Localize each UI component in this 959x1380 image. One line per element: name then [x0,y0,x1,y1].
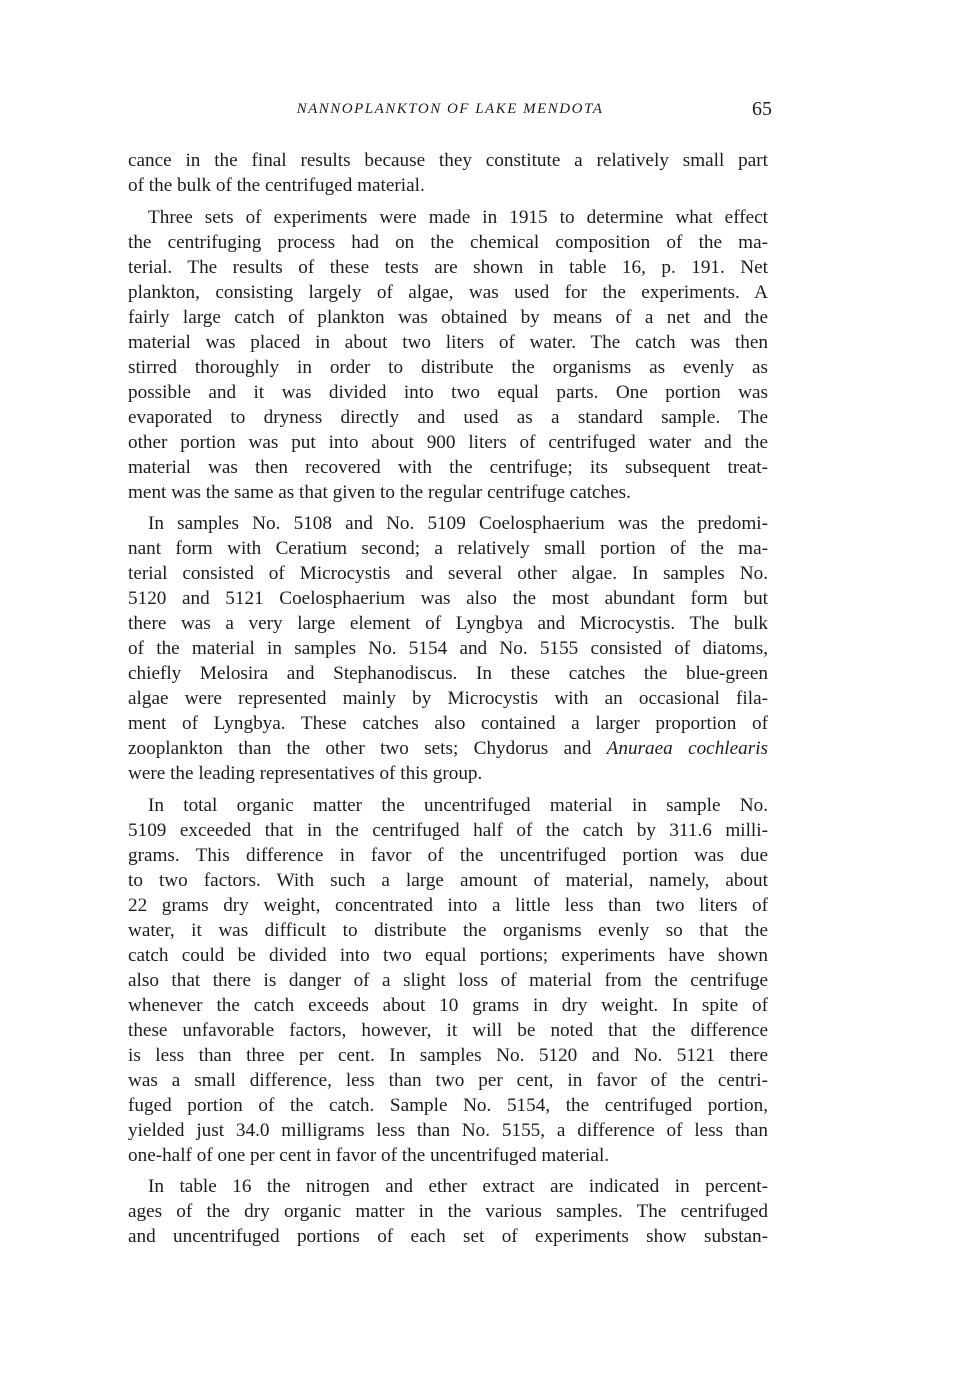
text-line: chiefly Melosira and Stephanodiscus. In these catches the blue-green [128,663,768,684]
text-line: the centrifuging process had on the chemical composition of the ma- [128,231,768,253]
text-line: 22 grams dry weight, concentrated into a little less than two liters of [128,894,768,916]
text-line: evaporated to dryness directly and used as a standard sample. The [128,406,768,428]
body-text [128,148,768,1256]
text-line: In table 16 the nitrogen and ether extract are indicated in percent- [148,1176,768,1197]
text-line: terial consisted of Microcystis and several other algae. In samples No. [128,563,768,584]
text-line-with-italic [128,736,768,761]
paragraph-4 [128,793,768,1168]
text-line: 5120 and 5121 Coelosphaerium was also the most abundant form but [128,588,768,609]
text-line: catch could be divided into two equal portions; experiments have shown [128,944,768,966]
paragraph-2 [128,205,768,505]
page-number: 65 [752,98,772,120]
text-line: were the leading representatives of this group. [128,763,483,784]
text-line: of the bulk of the centrifuged material. [128,175,425,196]
text-line: these unfavorable factors, however, it will be noted that the difference [128,1019,768,1041]
italic-species-name: Anuraea cochlearis [606,738,768,759]
text-line: there was a very large element of Lyngbya and Microcystis. The bulk [128,613,768,634]
text-line: algae were represented mainly by Microcystis with an occasional fila- [128,688,768,709]
text-line: is less than three per cent. In samples No. 5120 and No. 5121 there [128,1044,768,1066]
text-line: of the material in samples No. 5154 and No. 5155 consisted of diatoms, [128,638,768,659]
text-line: grams. This difference in favor of the uncentrifuged portion was due [128,844,768,866]
text-line: nant form with Ceratium second; a relatively small portion of the ma- [128,538,768,559]
text-line: ment of Lyngbya. These catches also contained a larger proportion of [128,713,768,734]
text-line: In total organic matter the uncentrifuged material in sample No. [148,794,768,816]
text-line: other portion was put into about 900 liters of centrifuged water and the [128,431,768,453]
paragraph-3 [128,511,768,786]
text-line: was a small difference, less than two per cent, in favor of the centri- [128,1069,768,1091]
text-line: stirred thoroughly in order to distribute the organisms as evenly as [128,356,768,378]
paragraph-1 [128,148,768,198]
text-line: fuged portion of the catch. Sample No. 5154, the centrifuged portion, [128,1094,768,1116]
text-line: material was placed in about two liters of water. The catch was then [128,331,768,353]
text-line: In samples No. 5108 and No. 5109 Coelosphaerium was the predomi- [148,513,768,534]
text-line: yielded just 34.0 milligrams less than No. 5155, a difference of less than [128,1119,768,1141]
text-line: ment was the same as that given to the regular centrifuge catches. [128,481,631,503]
text-line: plankton, consisting largely of algae, was used for the experiments. A [128,281,768,303]
running-title: NANNOPLANKTON OF LAKE MENDOTA [296,101,604,117]
text-line: water, it was difficult to distribute the organisms evenly so that the [128,919,768,941]
text-line: ages of the dry organic matter in the various samples. The centrifuged [128,1201,768,1222]
running-header [128,98,772,126]
text-line: cance in the final results because they constitute a relatively small part [128,150,768,171]
text-line: 5109 exceeded that in the centrifuged half of the catch by 311.6 milli- [128,819,768,841]
paragraph-5 [128,1174,768,1249]
text-line: possible and it was divided into two equal parts. One portion was [128,381,768,403]
text-line: fairly large catch of plankton was obtained by means of a net and the [128,306,768,328]
text-line: also that there is danger of a slight loss of material from the centrifuge [128,969,768,991]
text-line: and uncentrifuged portions of each set of experiments show substan- [128,1226,768,1247]
text-line: material was then recovered with the centrifuge; its subsequent treat- [128,456,768,478]
text-line: one-half of one per cent in favor of the uncentrifuged material. [128,1144,610,1166]
text-line: Three sets of experiments were made in 1915 to determine what effect [148,206,768,228]
text-line: to two factors. With such a large amount of material, namely, about [128,869,768,891]
text-segment: zooplankton than the other two sets; Chydorus and [128,738,592,759]
text-line: terial. The results of these tests are shown in table 16, p. 191. Net [128,256,768,278]
text-line: whenever the catch exceeds about 10 grams in dry weight. In spite of [128,994,768,1016]
